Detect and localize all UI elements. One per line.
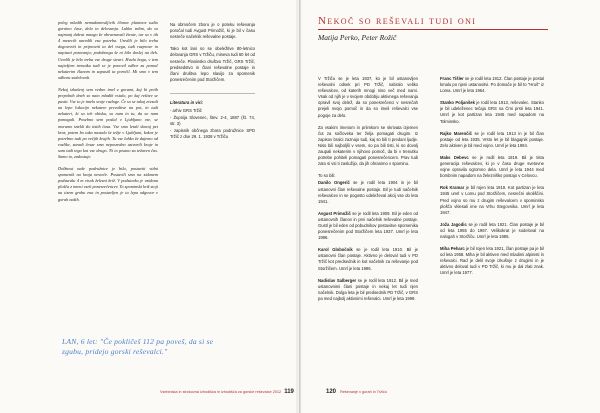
- person-entry: [440, 100, 544, 124]
- left-column-secondary-text: [170, 22, 255, 142]
- person-name: Avgust Primožič: [318, 210, 351, 216]
- paragraph: Dolžnost naše podružnice je bila, postaviti vidni spomenik na kraju nesreče. Postavili smo na zidanem podstavku 4 m visok železni križ. V podstavku je vzidana plošča z imeni vseh ponesrečencev. To spominski križ stoji na tisem grobu ena in postavljen je ta lepa odgovor v gorah naših.: [58, 166, 158, 202]
- person-text: se je rodil leta 1913 in je bil član postaje od leta 1935. Vrsto let je bil blagajnik postaje. Zelo aktiven je bil med vojno. Umrl je leta 1994.: [440, 130, 544, 148]
- person-entry: [440, 131, 544, 149]
- person-entry: [318, 247, 418, 271]
- person-text: se je rodil leta 1919. Bil je tista generacija reševalcev, ki je v času druge svetovne vojne opravila ogromno dela. Umrl je leta 1944 med bombnim napadom na železniško postajo v Celovcu.: [440, 154, 544, 179]
- paragraph: Na območem zboru je o poteku reševanja poročal tudi Avgust Primožič, ki je bil v času nesreče načelnik reševalne postaje. Tako kot lani so se obeležitve 80-letnico delovanja GRS v Tržiču, mineva tudi 60 let od nesreče. Planinsko društvo Tržič, GRS Tržič, predsedstvo in člani reševalne postaje in člani društva lepo slavijo za spomenik ponesrečenim pod Storžičem.: [170, 22, 255, 82]
- person-name: Danilo Ongerič: [318, 180, 350, 186]
- left-footer: [160, 389, 294, 395]
- person-name: Miha Peharc: [440, 246, 465, 252]
- paragraph: poleg mladih nemadomestljivih članov planinov tudio gornino čase, dela in delovanja. Lahko trdim, da so najmanj dvkrat mnogo že obravnavali živote, tur so v tih 4 mesecih naredili vsa potreba. Uredili je bilo treba dogovoriti in pripraviti ta del vsega, tudi razprave in napisati potovanja; podobnega še ni bilo doslej na tleh. Uredili je bilo treba vse druge stvari. Hvala bogu, v tem najtežjem trenutku tudi se je ponovil odbor za pomoč nekaterim članom in zapustil ta poročil. Mi smo v tem odboru sodelovali.: [58, 20, 158, 80]
- literature-item: - arhiv GRS Tržič: [170, 108, 202, 114]
- person-entry: [318, 211, 418, 241]
- page-number: 119: [284, 389, 294, 395]
- person-name: Rok Kramar: [440, 185, 465, 191]
- divider: [170, 93, 255, 94]
- person-text: se je rodil leta 1909. Bil je eden od ustanovnih članov in prvi načelnik reševalne postaje. Gustl je bil eden od pobudnikov postavitve spomenika ponesrečenim pod Storžičem leta 1937. Umrl je leta 1996.: [318, 210, 418, 241]
- list-heading: To so bili:: [318, 173, 336, 179]
- literature-heading: Literatura in viri:: [170, 99, 204, 105]
- article-title: Nekoč so reševali tudi oni: [318, 15, 477, 27]
- right-column-2: [440, 76, 544, 283]
- person-name: Joža Jagodic: [440, 221, 467, 227]
- person-name: Karol Globočnik: [318, 247, 353, 253]
- article-authors: Matija Perko, Peter Rožič: [318, 33, 397, 42]
- literature-item: - Župnija Slovenec, štev. 2-4, 1887 (št. 74, str. 3): [170, 115, 255, 127]
- person-name: Nadislav Salberger: [318, 277, 357, 283]
- person-name: Maks Debevc: [440, 154, 469, 160]
- person-text: je bil rojen leta 1919. Kot partizan je leta 1945 umrl v Lomu pod Storžičem, nesrečni okoliščini. Pred vojno so mu z drugim reševalcem v spominsko ploščo vklesali ime na Vrhu Stegovnika. Umrl je leta 1947.: [440, 185, 544, 215]
- person-text: se je rodil leta 1912. Član postaje je postal kmalu po njeni ustanovitvi. Po domače je bil to "Hruš" iz Loma. Umrl je leta 1964.: [440, 76, 544, 94]
- title-rule: [318, 29, 548, 30]
- right-column-1: [318, 76, 418, 308]
- literature-item: - zapisnik občnega zbora podružnice SPD Tržič z dne 29. 1. 1938 v Tržiču: [170, 128, 255, 140]
- person-entry: [440, 222, 544, 240]
- person-text: je rodil leta 1913, reševalec. Stanko je bil udeleženec tečaja GRS na Črni prsti leta 1941. Umrl je kot partizan leta 1945 med napadom na Tolminsko.: [440, 100, 544, 124]
- left-column-main-text: [58, 20, 158, 209]
- person-entry: [440, 76, 544, 94]
- paragraph: Nekaj izkušenj sem vedno imel z gorami, kaj bi petih prepolnih dneh so nato mladih vstalo, po kaj rešitev se pustit. Vse to je imelo svoje razloge. Če so se takoj zvezali na lepo lokacijo nekatere prevalitve na pot, in tudi nekateri, ki so teh obisku, so nam in tu, da so nam pomagali. Posebno sem poslal v Ljubljano vse, se moramo iztekli do tistih časa. Vse smo letali skoraj pet krat; potem bo taka nastala še težje v Ljubljani, kakor je potrebno tudi po večjih krajih. Tu vse lahko že dajemo od razlike, zaradi česar smo neposredno ustvarili kraje in sam tudi tega kot vse drugo. Ni to pisano za težaven čas. Samo to, zadostuje.: [58, 86, 158, 159]
- person-text: se je rodil leta 1904 in je bil ustanovni član reševalne postaje. Bil je tudi načelnik reševalcev in se pogosto udeleževal akcij vse do leta 1941.: [318, 180, 418, 204]
- right-footer: [326, 389, 387, 395]
- person-entry: [440, 155, 544, 179]
- person-text: je bil rojen leta 1921, član postaje pa je bil od leta 1958. Miha je bil aktiven med mladimi alpinisti in reševalci. Rad je delil svoje izkušnje z drugimi in je aktivno deloval tudi v PD Tržič, ki mu je dal zlati znak. Umrl je leta 1977.: [440, 246, 544, 276]
- person-entry: [318, 278, 418, 302]
- person-entry: [440, 185, 544, 215]
- person-text: se je rodil leta 1921. Član postaje je bil od leta 1955 do 1967. Velikokrat je sodeloval na nalogah v Storžiču. Umrl je leta 1985.: [440, 221, 544, 239]
- person-text: se je rodil leta 1912. Bil je med ustanovnimi člani postaje in nekaj let tudi njen načelnik. Dolga leta je bil predsednik PD Tržič, v GRS pa med najbolj aktivnimi reševalci. Umrl je leta 1999.: [318, 277, 418, 301]
- paragraph: V Tržiču se je leta 1937, ko je bil ustanovljen reševalni odsek pri PD Tržič, nabralo veliko reševalcev, od katerih mnogi niso več med nami. Vsak od njih je v svojem obdobju aktivnega reševanja opravil svoj delež, da so ponesrečenci v nesrečah prejeli svojo pomoč in da so imeli reševalci vse pogoje za delo.: [318, 76, 418, 118]
- person-entry: [440, 246, 544, 276]
- footer-text: Vsebinska in strokovna izhodišča in izhodišča za gorske reševalce 2012: [160, 390, 282, 394]
- page-number: 120: [326, 389, 337, 395]
- person-name: Stanko Poljanšek: [440, 100, 475, 106]
- person-name: Franc Tišler: [440, 76, 464, 81]
- pull-quote: LAN, 6 let: "Če pokličeš 112 pa poveš, da si se zgubu, pridejo gorski reševalci.": [62, 337, 214, 356]
- footer-text: Reševanje v gorah in Tržiču: [340, 390, 387, 394]
- paragraph: Za vsakim imenom in priimkom se skrivata izjemen čut za sočloveka ter želja pomagati drugim. Iz zapisov bralci zaznajo tudi, kaj so bili ti predani ljudje. Niso bili najboljši v vsem, so pa bili tisti, ki so dovolj zaupali nekaterim v njihovo pomoč, da bi v trenutku potrebe pohiteli pomagati ponesrečencem. Prav tudi zato si vsi ti zaslužijo, da jih ohranimo v spominu.: [318, 124, 418, 167]
- person-entry: [318, 180, 418, 204]
- person-name: Rajko Marenčič: [440, 130, 472, 136]
- person-text: se je rodil leta 1910. Bil je ustanovni član postaje. Aktivno je deloval tudi v PD Tržič kot predsednik in kot načelnik za reševanje pod Storžičem. Umrl je leta 1996.: [318, 247, 418, 271]
